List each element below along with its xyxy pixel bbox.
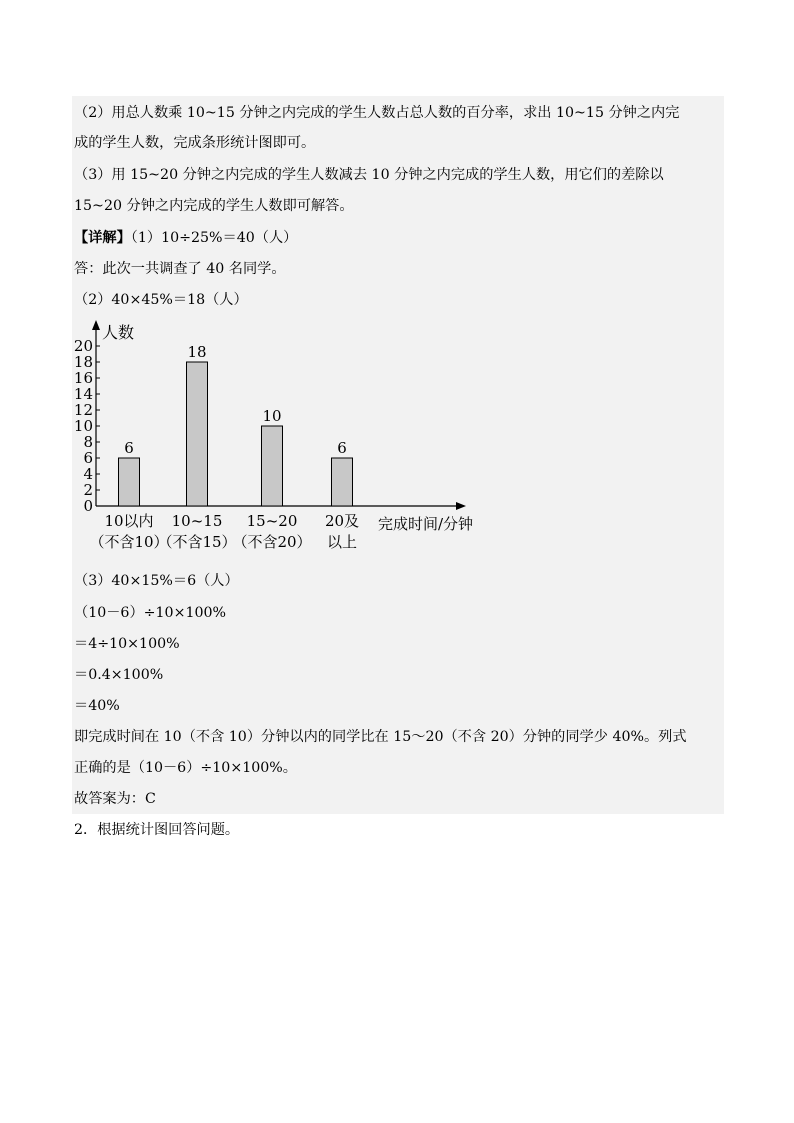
- bar: [187, 362, 208, 506]
- bar-chart: [72, 318, 512, 558]
- calc-line-1: （10－6）÷10×100%: [74, 605, 227, 621]
- detail-line: [74, 228, 297, 248]
- x-axis-arrow: [456, 502, 466, 510]
- y-axis-label: 人数: [102, 323, 135, 342]
- step-3-line: （3）40×15%＝6（人）: [74, 573, 239, 589]
- calc-line-4: ＝40%: [74, 698, 120, 714]
- x-category-label: 15~20: [246, 512, 298, 530]
- x-category-sublabel: （不含10）: [89, 533, 169, 551]
- conclusion-line-2: 正确的是（10－6）÷10×100%。: [74, 760, 297, 776]
- y-tick-label: 12: [73, 401, 93, 419]
- y-tick-label: 18: [73, 353, 93, 371]
- question-2-line: 2．根据统计图回答问题。: [74, 822, 240, 838]
- explanation-line-1: （2）用总人数乘 10~15 分钟之内完成的学生人数占总人数的百分率，求出 10~15 分钟之内完: [74, 105, 680, 121]
- x-category-label: 10~15: [171, 512, 223, 530]
- bar-value-label: 6: [124, 439, 134, 457]
- y-tick-label: 10: [73, 417, 93, 435]
- y-tick-label: 4: [83, 465, 93, 483]
- bar: [262, 426, 283, 506]
- x-axis-label: 完成时间/分钟: [378, 515, 474, 533]
- y-tick-label: 8: [83, 433, 93, 451]
- y-tick-label: 6: [83, 449, 93, 467]
- bar-value-label: 10: [262, 407, 282, 425]
- x-category-label: 10以内: [104, 512, 154, 530]
- explanation-line-4: 15~20 分钟之内完成的学生人数即可解答。: [74, 198, 354, 214]
- bar: [332, 458, 353, 506]
- answer-line-1: 答：此次一共调查了 40 名同学。: [74, 261, 286, 277]
- explanation-line-2: 成的学生人数，完成条形统计图即可。: [74, 135, 316, 151]
- bar: [119, 458, 140, 506]
- y-tick-label: 0: [83, 497, 93, 515]
- y-tick-label: 16: [73, 369, 93, 387]
- bar-value-label: 6: [337, 439, 347, 457]
- x-category-sublabel: （不含15）: [157, 533, 237, 551]
- detail-label: 【详解】: [74, 230, 131, 246]
- calc-line-2: ＝4÷10×100%: [74, 636, 180, 652]
- detail-step-1: （1）10÷25%＝40（人）: [130, 230, 298, 246]
- bar-value-label: 18: [187, 343, 207, 361]
- x-category-sublabel: （不含20）: [232, 533, 312, 551]
- y-tick-label: 14: [73, 385, 93, 403]
- explanation-line-3: （3）用 15~20 分钟之内完成的学生人数减去 10 分钟之内完成的学生人数，用它们的差除以: [74, 167, 664, 183]
- y-tick-label: 20: [73, 337, 93, 355]
- final-answer-line: 故答案为：C: [74, 791, 156, 807]
- calc-line-3: ＝0.4×100%: [74, 667, 164, 683]
- x-category-label: 20及: [324, 512, 360, 530]
- y-tick-label: 2: [83, 481, 93, 499]
- y-axis-arrow: [92, 320, 100, 330]
- conclusion-line-1: 即完成时间在 10（不含 10）分钟以内的同学比在 15～20（不含 20）分钟的同学少 40%。列式: [74, 729, 687, 745]
- step-2-line: （2）40×45%＝18（人）: [74, 292, 248, 308]
- x-category-sublabel: 以上: [326, 533, 358, 551]
